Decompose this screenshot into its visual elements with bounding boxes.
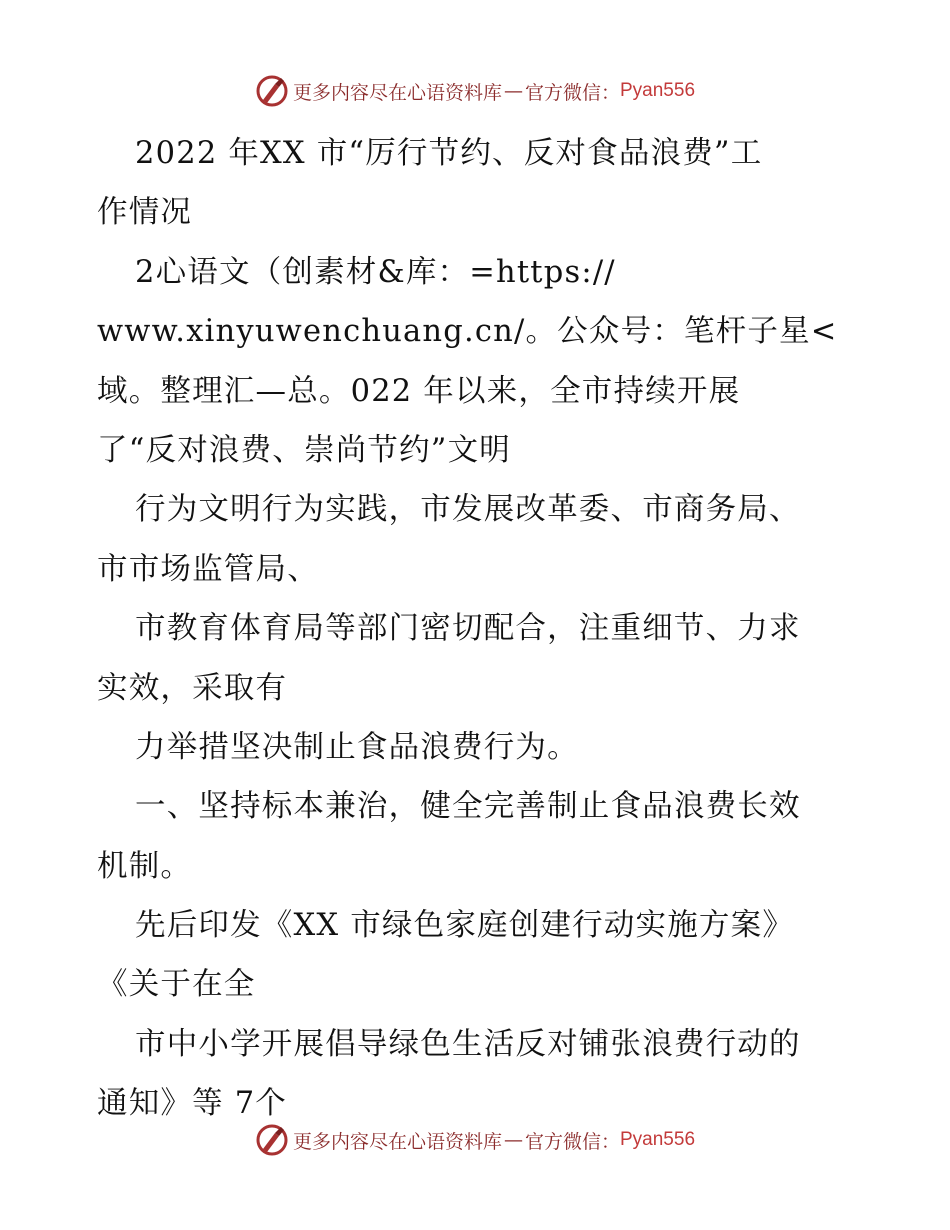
banner-wechat-id: Pyan556 (620, 80, 696, 101)
banner-wechat-label: 官方微信： (524, 81, 620, 104)
doc-line: 先后印发《XX 市绿色家庭创建行动实施方案》 (135, 908, 795, 944)
doc-line: 一、坚持标本兼治，健全完善制止食品浪费长效 (135, 789, 801, 825)
banner-separator: — (503, 80, 523, 102)
doc-line: 域。整理汇—总。022 年以来，全市持续开展 (97, 373, 741, 409)
doc-line: 通知》等 7个 (97, 1086, 287, 1122)
banner-site-text: 更多内容尽在心语资料库 (292, 81, 502, 104)
doc-line: 市市场监管局、 (97, 551, 319, 587)
banner-site-text: 更多内容尽在心语资料库 (292, 1130, 502, 1153)
doc-line: 作情况 (97, 195, 193, 231)
doc-line: 行为文明行为实践，市发展改革委、市商务局、 (135, 492, 801, 528)
banner-separator: — (503, 1129, 523, 1151)
pen-logo-icon (255, 1123, 289, 1157)
doc-line: 《关于在全 (97, 967, 256, 1003)
doc-line: 2心语文（创素材&库：=https:// (135, 254, 616, 290)
banner-wechat-label: 官方微信： (524, 1130, 620, 1153)
pen-logo-icon (255, 74, 289, 108)
doc-line: 力举措坚决制止食品浪费行为。 (135, 729, 579, 765)
doc-line: www.xinyuwenchuang.cn/。公众号：笔杆子星< (97, 314, 838, 350)
footer-banner (0, 1120, 950, 1160)
doc-line: 市中小学开展倡导绿色生活反对铺张浪费行动的 (135, 1026, 801, 1062)
document-body (97, 124, 867, 1134)
doc-line: 机制。 (97, 848, 193, 884)
banner-wechat-id: Pyan556 (620, 1129, 696, 1150)
doc-line: 实效，采取有 (97, 670, 288, 706)
doc-line: 了“反对浪费、崇尚节约”文明 (97, 432, 511, 468)
header-banner (0, 71, 950, 111)
doc-line: 2022 年XX 市“厉行节约、反对食品浪费”工 (135, 136, 763, 171)
doc-line: 市教育体育局等部门密切配合，注重细节、力求 (135, 611, 801, 647)
